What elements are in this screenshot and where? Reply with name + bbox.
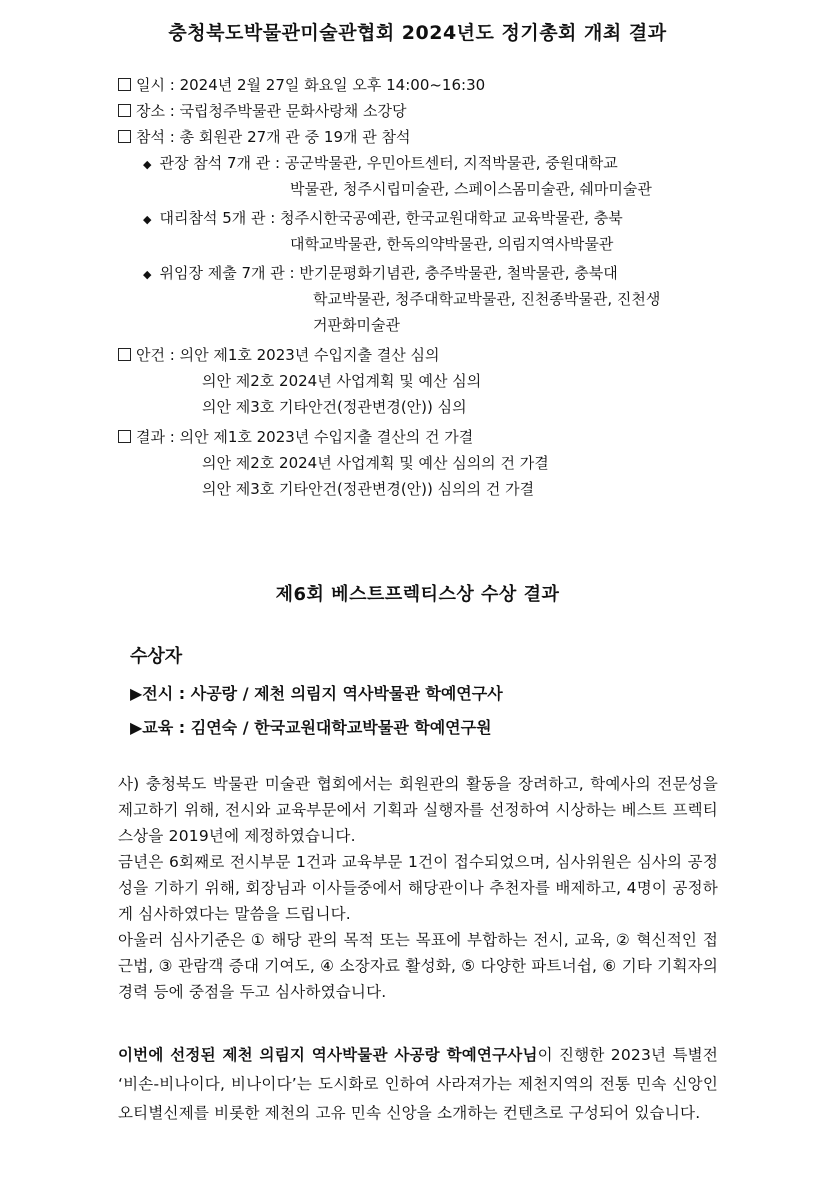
- final-paragraph: 이번에 선정된 제천 의림지 역사박물관 사공랑 학예연구사님이 진행한 2023년 특별전 ‘비손-비나이다, 비나이다’는 도시화로 인하여 사라져가는 제천지역의 전통 민속 신앙인 오티별신제를 비롯한 제천의 고유 민속 신앙을 소개하는 컨텐츠로 구성되어 있습니다.: [118, 1046, 718, 1122]
- award-title: 제6회 베스트프렉티스상 수상 결과: [275, 584, 560, 605]
- award-description: [118, 771, 718, 1005]
- winner-education: ▶교육 : 김연숙 / 한국교원대학교박물관 학예연구원: [130, 718, 492, 737]
- checkbox-icon: [118, 78, 131, 91]
- checkbox-icon: [118, 104, 131, 117]
- checkbox-icon: [118, 430, 131, 443]
- agenda-line: 안건 : 의안 제1호 2023년 수입지출 결산 심의: [118, 342, 440, 368]
- result-line: 결과 : 의안 제1호 2023년 수입지출 결산의 건 가결: [118, 424, 473, 450]
- attend-line: 참석 : 총 회원관 27개 관 중 19개 관 참석: [118, 124, 411, 150]
- result-item: 의안 제3호 기타안건(정관변경(안)) 심의의 건 가결: [202, 480, 535, 498]
- place-line: 장소 : 국립청주박물관 문화사랑채 소강당: [118, 98, 406, 124]
- winner-exhibition: ▶전시 : 사공랑 / 제천 의림지 역사박물관 학예연구사: [130, 684, 503, 703]
- paragraph: 아울러 심사기준은 ① 해당 관의 목적 또는 목표에 부합하는 전시, 교육, ② 혁신적인 접근법, ③ 관람객 증대 기여도, ④ 소장자료 활성화, ⑤ 다양한 파트너쉽, ⑥ 기타 기획자의 경력 등에 중점을 두고 심사하였습니다.: [118, 931, 718, 1001]
- agenda-item: 의안 제2호 2024년 사업계획 및 예산 심의: [202, 372, 482, 390]
- paragraph: 사) 충청북도 박물관 미술관 협회에서는 회원관의 활동을 장려하고, 학예사의 전문성을 제고하기 위해, 전시와 교육부문에서 기획과 실행자를 선정하여 시상하는 베스트 프렉티스상을 2019년에 제정하였습니다.: [118, 775, 718, 845]
- attend-group-delegates-cont: 거판화미술관: [313, 316, 400, 334]
- diamond-bullet-icon: ◆: [143, 268, 152, 281]
- attend-group-directors: ◆ 관장 참석 7개 관 : 공군박물관, 우민아트센터, 지적박물관, 중원대학교: [143, 154, 618, 172]
- diamond-bullet-icon: ◆: [143, 213, 152, 226]
- result-item: 의안 제2호 2024년 사업계획 및 예산 심의의 건 가결: [202, 454, 549, 472]
- date-line: 일시 : 2024년 2월 27일 화요일 오후 14:00~16:30: [118, 72, 485, 98]
- meeting-title: 충청북도박물관미술관협회 2024년도 정기총회 개최 결과: [168, 22, 667, 44]
- winners-heading: 수상자: [130, 646, 183, 667]
- attend-group-delegates-cont: 학교박물관, 청주대학교박물관, 진천종박물관, 진천생: [313, 290, 661, 308]
- diamond-bullet-icon: ◆: [143, 158, 152, 171]
- paragraph: 금년은 6회째로 전시부문 1건과 교육부문 1건이 접수되었으며, 심사위원은 심사의 공정성을 기하기 위해, 회장님과 이사들중에서 해당관이나 추천자를 배제하고, 4명이 공정하게 심사하였다는 말씀을 드립니다.: [118, 853, 718, 923]
- attend-group-directors-cont: 박물관, 청주시립미술관, 스페이스몸미술관, 쉐마미술관: [290, 180, 652, 198]
- attend-group-proxies-cont: 대학교박물관, 한독의약박물관, 의림지역사박물관: [290, 235, 614, 253]
- attend-group-proxies: ◆ 대리참석 5개 관 : 청주시한국공예관, 한국교원대학교 교육박물관, 충북: [143, 209, 623, 227]
- checkbox-icon: [118, 348, 131, 361]
- winner-highlight: 이번에 선정된 제천 의림지 역사박물관 사공랑 학예연구사님: [118, 1046, 538, 1064]
- checkbox-icon: [118, 130, 131, 143]
- agenda-item: 의안 제3호 기타안건(정관변경(안)) 심의: [202, 398, 467, 416]
- attend-group-delegates: ◆ 위임장 제출 7개 관 : 반기문평화기념관, 충주박물관, 철박물관, 충북대: [143, 264, 618, 282]
